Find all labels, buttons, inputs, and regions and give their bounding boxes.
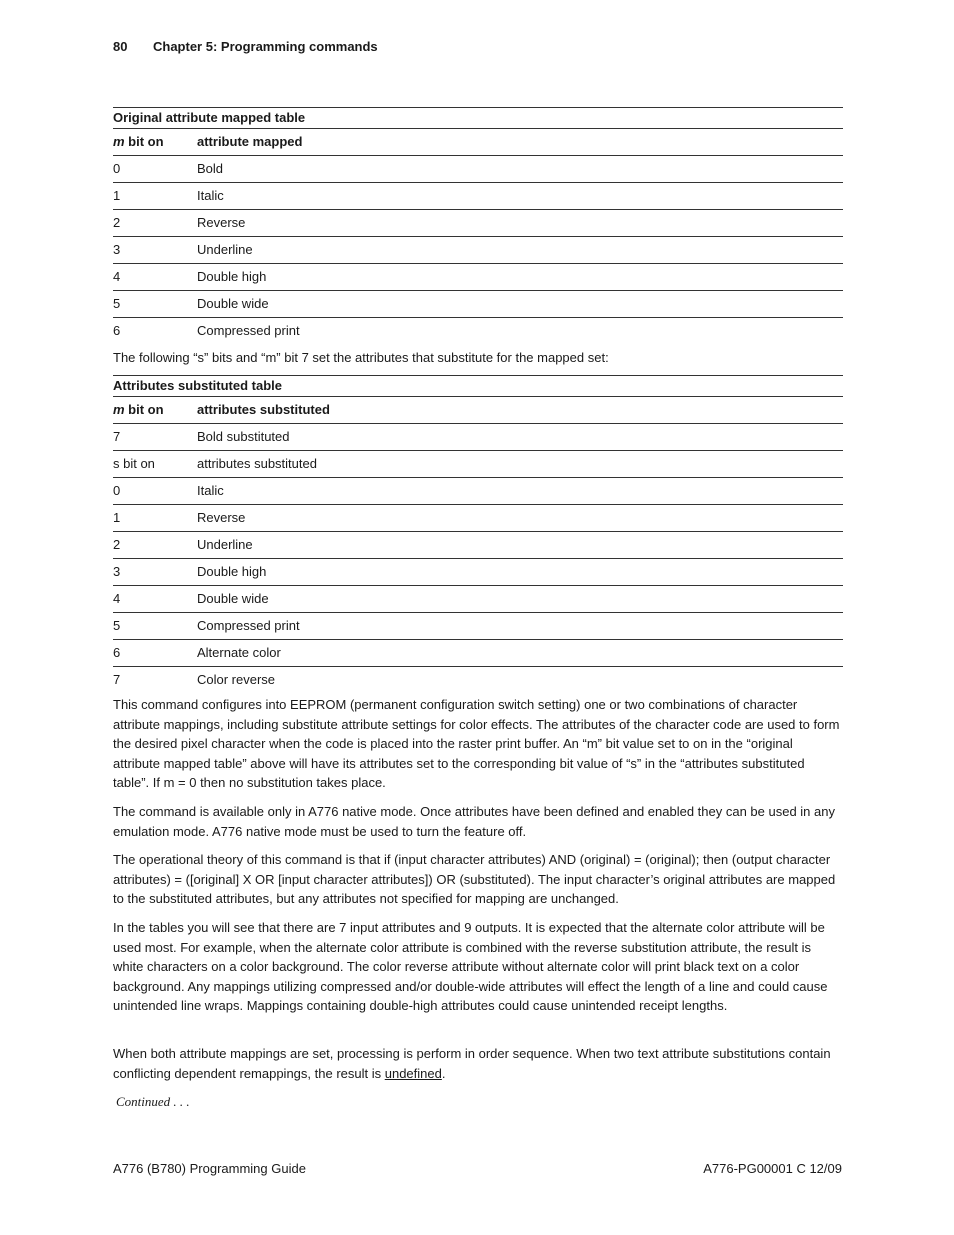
row-value: Bold	[197, 161, 224, 176]
paragraph-5-text: When both attribute mappings are set, processing is perform in order sequence. When two text attribute substitutions contain conflicting dependent remappings, the result is	[113, 1046, 831, 1081]
row-value: Double wide	[197, 591, 269, 606]
row-value: Bold substituted	[197, 429, 290, 444]
table-caption: Attributes substituted table	[113, 375, 843, 397]
row-key: 4	[113, 269, 121, 284]
table-row	[113, 478, 843, 505]
row-value: Reverse	[197, 510, 246, 525]
row-value: Underline	[197, 242, 253, 257]
col-header-text: bit on	[124, 402, 164, 417]
table-row	[113, 318, 843, 344]
chapter-title: Chapter 5: Programming commands	[153, 39, 378, 54]
row-value: Reverse	[197, 215, 246, 230]
row-key: 6	[113, 323, 121, 338]
row-key: 2	[113, 537, 121, 552]
intro-line: The following “s” bits and “m” bit 7 set the attributes that substitute for the mapped set:	[113, 350, 609, 365]
row-key: 5	[113, 296, 121, 311]
table-row	[113, 613, 843, 640]
row-key: 7	[113, 429, 121, 444]
paragraph-1: This command configures into EEPROM (permanent configuration switch setting) one or two combinations of character attribute mappings, including substitute attribute settings for color effects. The attributes of the character code are used to form the desired pixel character when the code is placed into the raster print buffer. An “m” bit value set to on in the “original attribute mapped table” above will have its attributes set to the corresponding bit value of “s” in the “attributes substituted table”. If m = 0 then no substitution takes place.	[113, 697, 840, 791]
table-row	[113, 505, 843, 532]
row-key: 4	[113, 591, 121, 606]
row-key: 0	[113, 161, 121, 176]
table-row	[113, 237, 843, 264]
table-row	[113, 424, 843, 451]
row-value: Compressed print	[197, 618, 300, 633]
row-key: 6	[113, 645, 121, 660]
row-key: 5	[113, 618, 121, 633]
col-header: attributes substituted	[197, 402, 330, 417]
paragraph-4: In the tables you will see that there are 7 input attributes and 9 outputs. It is expected that the alternate color attribute will be used most. For example, when the alternate color attribute is combined with the reverse substitution attribute, the result is white characters on a color background. The color reverse attribute without alternate color will print black text on a color background. Any mappings utilizing compressed and/or double-wide attributes will effect the length of a line and could cause unintended line wraps. Mappings containing double-high attributes could cause unintended receipt lengths.	[113, 920, 828, 1014]
page-header	[113, 39, 378, 54]
row-value: Underline	[197, 537, 253, 552]
row-value: Italic	[197, 188, 224, 203]
paragraph-2: The command is available only in A776 native mode. Once attributes have been defined and enabled they can be used in any emulation mode. A776 native mode must be used to turn the feature off.	[113, 804, 835, 839]
table-row	[113, 451, 843, 478]
row-value: attributes substituted	[197, 456, 317, 471]
row-value: Color reverse	[197, 672, 276, 687]
col-header: attribute mapped	[197, 134, 303, 149]
table-row	[113, 640, 843, 667]
row-key: 7	[113, 672, 121, 687]
row-key: s bit on	[113, 456, 155, 471]
table-header-row	[113, 397, 843, 424]
col-header-text: bit on	[124, 134, 164, 149]
row-key: 3	[113, 242, 121, 257]
table-caption: Original attribute mapped table	[113, 107, 843, 129]
table-row	[113, 156, 843, 183]
table-row	[113, 210, 843, 237]
undefined-word: undefined	[384, 1065, 442, 1081]
paragraph-5	[113, 1044, 843, 1083]
table-row	[113, 586, 843, 613]
paragraph-3: The operational theory of this command is that if (input character attributes) AND (original) = (original); then (output character attributes) = ([original] X OR [input character attributes]) OR (substituted). The input character’s original attributes are mapped to the substituted attributes, but any attributes not specified for mapping are unchanged.	[113, 852, 836, 907]
original-attribute-table	[113, 107, 843, 344]
attributes-substituted-table	[113, 375, 843, 693]
table-row	[113, 532, 843, 559]
row-key: 2	[113, 215, 121, 230]
footer-guide-title: A776 (B780) Programming Guide	[113, 1161, 306, 1176]
page-number: 80	[113, 39, 128, 54]
row-value: Italic	[197, 483, 224, 498]
table-row	[113, 291, 843, 318]
row-key: 1	[113, 510, 121, 525]
row-value: Compressed print	[197, 323, 300, 338]
row-key: 3	[113, 564, 121, 579]
row-key: 1	[113, 188, 121, 203]
table-row	[113, 264, 843, 291]
table-header-row	[113, 129, 843, 156]
row-value: Double high	[197, 564, 267, 579]
continued-note: Continued . . .	[116, 1094, 190, 1109]
table-row	[113, 667, 843, 693]
col-header: m bit on	[113, 402, 164, 417]
col-header: m bit on	[113, 134, 164, 149]
footer-doc-number: A776-PG00001 C 12/09	[703, 1161, 842, 1176]
period: .	[441, 1065, 446, 1081]
row-value: Double wide	[197, 296, 269, 311]
table-row	[113, 559, 843, 586]
row-value: Double high	[197, 269, 267, 284]
row-value: Alternate color	[197, 645, 281, 660]
table-row	[113, 183, 843, 210]
row-key: 0	[113, 483, 121, 498]
